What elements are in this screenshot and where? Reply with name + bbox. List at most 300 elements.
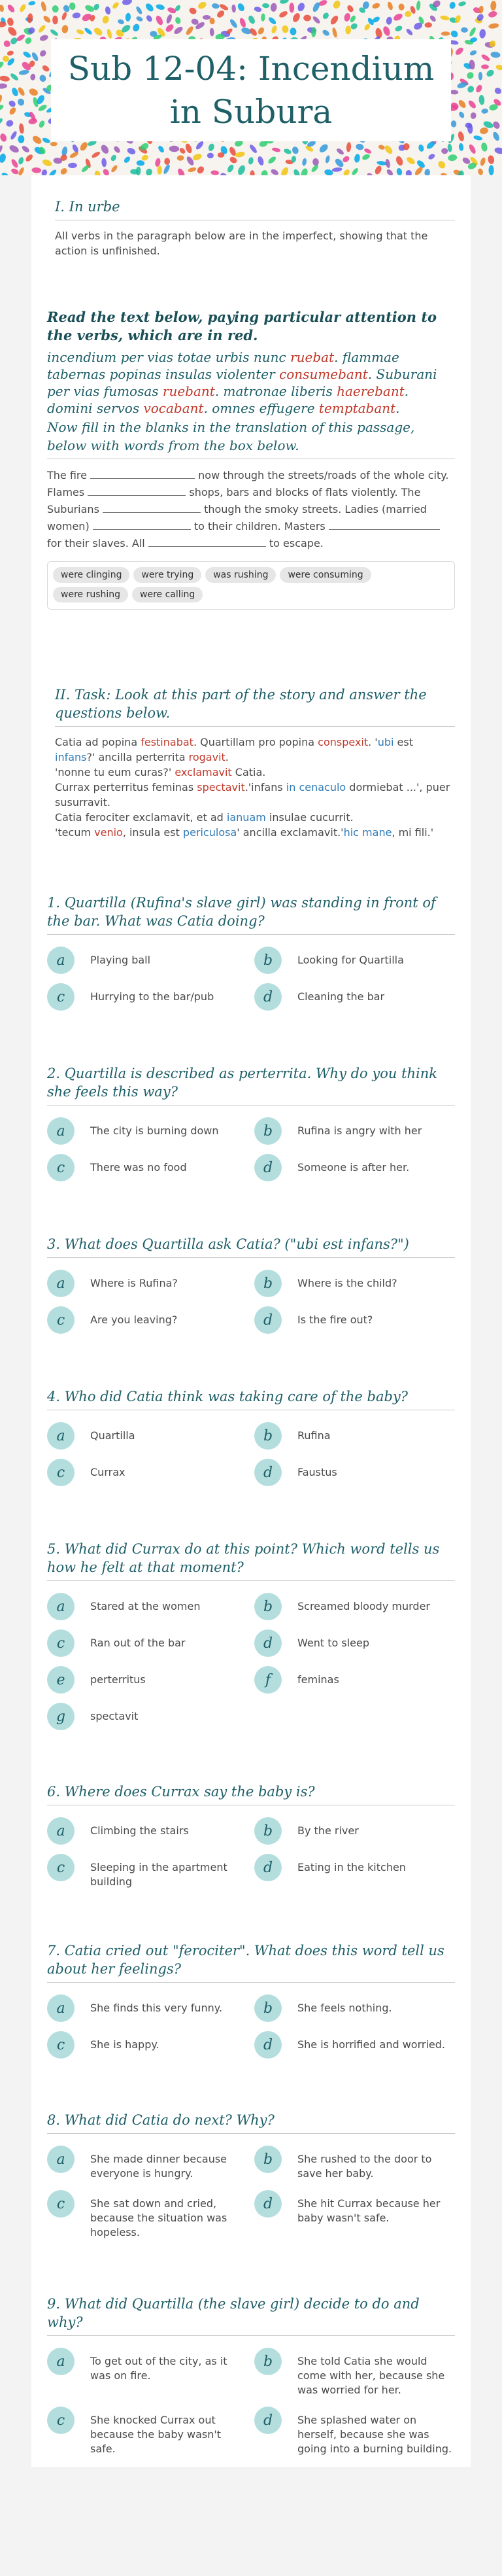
option-letter[interactable]: a bbox=[47, 947, 75, 974]
confetti-dot bbox=[157, 165, 162, 174]
confetti-dot bbox=[437, 160, 446, 170]
confetti-dot bbox=[10, 158, 19, 169]
translation-text: shops, bars and blocks of flats violently. The Suburians bbox=[47, 486, 421, 515]
confetti-dot bbox=[363, 23, 371, 31]
reading-instruction: Read the text below, paying particular attention to the verbs, which are in red. bbox=[47, 309, 437, 343]
story-text: dormiebat ...', puer susurravit. bbox=[55, 781, 450, 809]
confetti-dot bbox=[473, 135, 483, 141]
blank-field[interactable] bbox=[329, 520, 440, 530]
answer-option-b[interactable] bbox=[254, 2348, 455, 2397]
section-1 bbox=[31, 175, 471, 2467]
confetti-dot bbox=[48, 169, 57, 175]
confetti-dot bbox=[329, 14, 340, 26]
confetti-dot bbox=[439, 171, 449, 175]
confetti-dot bbox=[188, 167, 197, 173]
confetti-dot bbox=[68, 163, 77, 168]
confetti-dot bbox=[169, 145, 180, 152]
blank-field[interactable] bbox=[93, 520, 191, 530]
confetti-dot bbox=[331, 167, 342, 172]
question-block bbox=[47, 1387, 455, 1486]
confetti-dot bbox=[173, 26, 184, 36]
option-letter[interactable]: c bbox=[47, 1459, 75, 1486]
confetti-dot bbox=[16, 97, 25, 107]
confetti-dot bbox=[135, 6, 143, 16]
confetti-dot bbox=[69, 2, 76, 10]
confetti-dot bbox=[50, 142, 58, 147]
confetti-dot bbox=[165, 14, 173, 24]
option-text: She sat down and cried, because the situation was hopeless. bbox=[90, 2197, 227, 2238]
option-text: She finds this very funny. bbox=[90, 2002, 223, 2014]
confetti-dot bbox=[448, 154, 458, 162]
confetti-dot bbox=[18, 156, 24, 165]
confetti-dot bbox=[257, 156, 265, 166]
highlight-red: venio bbox=[94, 826, 123, 839]
confetti-dot bbox=[283, 148, 292, 155]
confetti-dot bbox=[27, 13, 33, 24]
story-text: 'nonne tu eum curas?' bbox=[55, 766, 175, 778]
page-title: Sub 12-04: Incendium in Subura bbox=[67, 50, 435, 131]
confetti-dot bbox=[111, 1, 120, 10]
confetti-dot bbox=[210, 170, 219, 175]
option-letter[interactable]: a bbox=[47, 1422, 75, 1450]
latin-text: . domini servos bbox=[47, 383, 409, 416]
confetti-dot bbox=[207, 143, 215, 152]
answer-option-c[interactable] bbox=[47, 1459, 248, 1486]
question-block bbox=[47, 1783, 455, 1889]
question-block bbox=[47, 1064, 455, 1181]
option-text: spectavit bbox=[90, 1710, 139, 1722]
answer-option-c[interactable] bbox=[47, 1306, 248, 1334]
option-letter[interactable]: b bbox=[254, 1117, 282, 1145]
confetti-dot bbox=[8, 99, 17, 108]
confetti-dot bbox=[247, 14, 256, 25]
confetti-dot bbox=[466, 84, 475, 94]
highlight-blue: periculosa bbox=[182, 826, 237, 839]
option-letter[interactable]: d bbox=[254, 1854, 282, 1881]
confetti-dot bbox=[345, 26, 351, 34]
confetti-dot bbox=[94, 170, 101, 175]
confetti-dot bbox=[110, 164, 119, 173]
confetti-dot bbox=[231, 5, 236, 13]
option-letter[interactable]: b bbox=[254, 1270, 282, 1297]
confetti-dot bbox=[481, 64, 489, 69]
option-text: Is the fire out? bbox=[297, 1314, 373, 1326]
confetti-dot bbox=[271, 147, 280, 153]
confetti-dot bbox=[102, 168, 110, 175]
question-block bbox=[47, 1540, 455, 1730]
confetti-dot bbox=[144, 2, 155, 12]
option-letter[interactable]: b bbox=[254, 2348, 282, 2375]
confetti-dot bbox=[110, 154, 117, 162]
blank-field[interactable] bbox=[90, 469, 195, 479]
verb-red: vocabant bbox=[143, 400, 204, 416]
latin-text: . matronae liberis bbox=[214, 383, 337, 399]
story-text: Catia. bbox=[231, 766, 266, 778]
confetti-dot bbox=[427, 153, 436, 161]
answer-option-a[interactable] bbox=[47, 1117, 248, 1145]
translation-text: though the smoky streets. Ladies (married women) bbox=[47, 503, 427, 532]
answer-option-c[interactable] bbox=[47, 983, 248, 1011]
option-letter[interactable]: e bbox=[47, 1666, 75, 1694]
divider bbox=[47, 1580, 455, 1581]
answer-option-d[interactable] bbox=[254, 1306, 455, 1334]
answer-option-c[interactable] bbox=[47, 2031, 248, 2059]
confetti-dot bbox=[21, 145, 31, 154]
confetti-dot bbox=[235, 151, 246, 158]
confetti-dot bbox=[76, 29, 84, 35]
confetti-dot bbox=[416, 1, 421, 11]
question-text: 9. What did Quartilla (the slave girl) decide to do and why? bbox=[47, 2296, 420, 2330]
confetti-dot bbox=[270, 168, 279, 175]
confetti-dot bbox=[7, 50, 14, 56]
option-letter[interactable]: a bbox=[47, 1817, 75, 1845]
confetti-dot bbox=[132, 23, 141, 33]
option-letter[interactable]: a bbox=[47, 1593, 75, 1620]
question-text: 6. Where does Currax say the baby is? bbox=[47, 1784, 315, 1800]
option-letter[interactable]: b bbox=[254, 1994, 282, 2022]
option-letter[interactable]: a bbox=[47, 1117, 75, 1145]
confetti-dot bbox=[0, 94, 3, 104]
answer-option-b[interactable] bbox=[254, 1817, 455, 1845]
answer-options bbox=[47, 1593, 455, 1730]
confetti-dot bbox=[122, 0, 133, 6]
answer-option-c[interactable] bbox=[47, 1629, 248, 1657]
confetti-dot bbox=[290, 27, 297, 35]
confetti-dot bbox=[429, 14, 437, 23]
option-letter[interactable]: c bbox=[47, 2031, 75, 2059]
confetti-dot bbox=[126, 147, 137, 156]
confetti-dot bbox=[31, 134, 43, 145]
confetti-dot bbox=[331, 27, 338, 38]
confetti-dot bbox=[405, 28, 414, 37]
answer-option-a[interactable] bbox=[47, 2348, 248, 2397]
question-block bbox=[47, 2111, 455, 2240]
confetti-dot bbox=[176, 167, 186, 175]
confetti-dot bbox=[461, 27, 468, 33]
confetti-dot bbox=[239, 17, 247, 28]
confetti-dot bbox=[39, 34, 49, 42]
confetti-dot bbox=[351, 167, 360, 175]
confetti-dot bbox=[30, 73, 36, 80]
word-chip[interactable]: were clinging bbox=[53, 567, 129, 583]
confetti-dot bbox=[106, 29, 112, 39]
page-body bbox=[0, 175, 502, 2576]
confetti-dot bbox=[405, 156, 416, 165]
confetti-dot bbox=[184, 143, 193, 154]
answer-option-b[interactable] bbox=[254, 1422, 455, 1450]
word-chip[interactable]: were calling bbox=[132, 587, 203, 602]
latin-text: incendium per vias totae urbis nunc bbox=[47, 349, 291, 365]
answer-option-d[interactable] bbox=[254, 2031, 455, 2059]
confetti-dot bbox=[31, 167, 41, 173]
confetti-dot bbox=[84, 27, 93, 35]
confetti-dot bbox=[346, 142, 351, 152]
answer-option-c[interactable] bbox=[47, 1854, 248, 1889]
confetti-dot bbox=[42, 137, 51, 144]
option-text: She told Catia she would come with her, because she was worried for her. bbox=[297, 2355, 445, 2396]
answer-option-a[interactable] bbox=[47, 1593, 248, 1620]
confetti-dot bbox=[28, 1, 36, 6]
confetti-dot bbox=[5, 119, 14, 128]
confetti-dot bbox=[371, 2, 380, 9]
option-letter[interactable]: b bbox=[254, 1817, 282, 1845]
confetti-dot bbox=[342, 155, 351, 164]
answer-option-d[interactable] bbox=[254, 983, 455, 1011]
option-letter[interactable]: c bbox=[47, 1629, 75, 1657]
latin-text: . Suburani per vias fumosas bbox=[47, 366, 437, 399]
story-text: . ' bbox=[368, 736, 378, 748]
highlight-blue: ianuam bbox=[226, 811, 266, 824]
confetti-dot bbox=[207, 152, 214, 158]
option-letter[interactable]: b bbox=[254, 1422, 282, 1450]
confetti-dot bbox=[178, 147, 186, 154]
highlight-red: rogavit bbox=[188, 751, 226, 763]
option-letter[interactable]: d bbox=[254, 2407, 282, 2434]
confetti-dot bbox=[1, 171, 10, 175]
question-text: 2. Quartilla is described as perterrita. Why do you think she feels this way? bbox=[47, 1066, 438, 1100]
option-letter[interactable]: a bbox=[47, 1994, 75, 2022]
confetti-dot bbox=[303, 14, 311, 21]
confetti-dot bbox=[346, 4, 354, 13]
question-list bbox=[47, 894, 455, 2456]
answer-option-b[interactable] bbox=[254, 1270, 455, 1297]
answer-option-d[interactable] bbox=[254, 1154, 455, 1181]
confetti-dot bbox=[136, 160, 144, 166]
answer-option-a[interactable] bbox=[47, 947, 248, 974]
option-letter[interactable]: d bbox=[254, 1154, 282, 1181]
question-block bbox=[47, 2295, 455, 2456]
latin-passage bbox=[47, 349, 455, 417]
word-chip[interactable]: was rushing bbox=[205, 567, 276, 583]
confetti-dot bbox=[136, 167, 141, 175]
confetti-dot bbox=[52, 5, 59, 13]
confetti-dot bbox=[31, 52, 39, 62]
confetti-dot bbox=[260, 169, 268, 175]
confetti-dot bbox=[300, 167, 309, 175]
confetti-dot bbox=[141, 154, 149, 162]
confetti-dot bbox=[0, 83, 7, 89]
verb-red: haerebant bbox=[337, 383, 405, 399]
answer-option-e[interactable] bbox=[47, 1666, 248, 1694]
answer-option-c[interactable] bbox=[47, 1154, 248, 1181]
story-line bbox=[55, 780, 455, 810]
story-text: est bbox=[393, 736, 413, 748]
confetti-dot bbox=[218, 3, 229, 12]
confetti-dot bbox=[386, 16, 393, 25]
option-letter[interactable]: a bbox=[47, 1270, 75, 1297]
confetti-dot bbox=[354, 154, 360, 163]
confetti-dot bbox=[237, 2, 246, 12]
option-text: Hurrying to the bar/pub bbox=[90, 990, 214, 1003]
option-text: Currax bbox=[90, 1466, 126, 1478]
confetti-dot bbox=[366, 172, 375, 175]
confetti-dot bbox=[281, 25, 289, 33]
title-banner bbox=[0, 0, 502, 175]
answer-option-d[interactable] bbox=[254, 2190, 455, 2240]
confetti-dot bbox=[458, 143, 463, 152]
confetti-dot bbox=[478, 72, 482, 80]
confetti-dot bbox=[332, 0, 342, 10]
option-text: To get out of the city, as it was on fire. bbox=[90, 2355, 227, 2382]
option-letter[interactable]: a bbox=[47, 2348, 75, 2375]
blank-field[interactable] bbox=[88, 486, 186, 496]
confetti-dot bbox=[72, 12, 81, 19]
confetti-dot bbox=[424, 22, 432, 28]
answer-option-g[interactable] bbox=[47, 1703, 248, 1730]
question-text: 7. Catia cried out "ferociter". What does this word tell us about her feelings? bbox=[47, 1943, 444, 1977]
word-chip[interactable]: were trying bbox=[133, 567, 201, 583]
confetti-dot bbox=[469, 27, 477, 37]
confetti-dot bbox=[0, 133, 8, 143]
confetti-dot bbox=[479, 127, 488, 135]
confetti-dot bbox=[93, 26, 104, 37]
confetti-dot bbox=[318, 0, 328, 7]
confetti-dot bbox=[458, 99, 467, 109]
confetti-dot bbox=[418, 144, 424, 152]
option-text: Where is Rufina? bbox=[90, 1277, 178, 1289]
blank-field[interactable] bbox=[148, 537, 266, 547]
confetti-dot bbox=[7, 26, 18, 37]
confetti-dot bbox=[24, 36, 33, 45]
answer-option-a[interactable] bbox=[47, 1270, 248, 1297]
answer-option-b[interactable] bbox=[254, 2146, 455, 2181]
confetti-dot bbox=[41, 1, 48, 12]
confetti-dot bbox=[229, 18, 239, 29]
answer-option-d[interactable] bbox=[254, 2407, 455, 2456]
option-letter[interactable]: g bbox=[47, 1703, 75, 1730]
story-text: insulae cucurrit. bbox=[265, 811, 354, 824]
confetti-dot bbox=[42, 14, 52, 24]
option-letter[interactable]: c bbox=[47, 1854, 75, 1881]
confetti-dot bbox=[488, 23, 499, 29]
confetti-dot bbox=[28, 87, 39, 97]
confetti-dot bbox=[61, 12, 67, 21]
option-letter[interactable]: c bbox=[47, 2190, 75, 2218]
answer-option-a[interactable] bbox=[47, 1422, 248, 1450]
confetti-dot bbox=[226, 164, 235, 173]
confetti-dot bbox=[479, 157, 486, 167]
option-letter[interactable]: f bbox=[254, 1666, 282, 1694]
confetti-dot bbox=[356, 143, 365, 150]
answer-option-b[interactable] bbox=[254, 1593, 455, 1620]
question-text: 1. Quartilla (Rufina's slave girl) was standing in front of the bar. What was Catia doing? bbox=[47, 895, 436, 929]
confetti-dot bbox=[292, 12, 301, 23]
answer-option-d[interactable] bbox=[254, 1854, 455, 1889]
confetti-dot bbox=[405, 170, 412, 175]
confetti-dot bbox=[394, 25, 403, 32]
answer-option-c[interactable] bbox=[47, 2407, 248, 2456]
confetti-dot bbox=[248, 143, 258, 154]
confetti-dot bbox=[52, 16, 58, 25]
option-letter[interactable]: d bbox=[254, 1306, 282, 1334]
word-chip[interactable]: were rushing bbox=[53, 587, 128, 602]
verb-red: consumebant bbox=[279, 366, 368, 382]
story-line bbox=[55, 825, 455, 840]
answer-option-f[interactable] bbox=[254, 1666, 455, 1694]
answer-option-a[interactable] bbox=[47, 1817, 248, 1845]
answer-option-c[interactable] bbox=[47, 2190, 248, 2240]
confetti-dot bbox=[123, 156, 131, 164]
story-line bbox=[55, 765, 455, 780]
blank-field[interactable] bbox=[103, 503, 201, 513]
confetti-dot bbox=[18, 123, 24, 134]
option-text: Where is the child? bbox=[297, 1277, 397, 1289]
option-letter[interactable]: b bbox=[254, 2146, 282, 2173]
answer-option-b[interactable] bbox=[254, 1117, 455, 1145]
confetti-dot bbox=[378, 144, 386, 150]
option-letter[interactable]: b bbox=[254, 1593, 282, 1620]
option-text: Rufina is angry with her bbox=[297, 1124, 422, 1137]
confetti-dot bbox=[488, 155, 495, 165]
answer-option-a[interactable] bbox=[47, 2146, 248, 2181]
option-letter[interactable]: a bbox=[47, 2146, 75, 2173]
confetti-dot bbox=[99, 143, 110, 155]
option-letter[interactable]: b bbox=[254, 947, 282, 974]
word-chip[interactable]: were consuming bbox=[280, 567, 371, 583]
confetti-dot bbox=[398, 3, 405, 11]
confetti-dot bbox=[167, 7, 176, 14]
confetti-dot bbox=[440, 15, 450, 21]
option-text: Someone is after her. bbox=[297, 1161, 410, 1174]
latin-text: . omnes effugere bbox=[203, 400, 319, 416]
confetti-dot bbox=[492, 131, 500, 141]
option-letter[interactable]: c bbox=[47, 1306, 75, 1334]
confetti-dot bbox=[318, 143, 329, 154]
confetti-dot bbox=[25, 153, 34, 162]
option-letter[interactable]: d bbox=[254, 2190, 282, 2218]
option-letter[interactable]: c bbox=[47, 1154, 75, 1181]
confetti-dot bbox=[470, 112, 477, 119]
confetti-dot bbox=[363, 148, 372, 155]
confetti-dot bbox=[278, 10, 289, 18]
confetti-dot bbox=[335, 147, 344, 156]
confetti-dot bbox=[451, 120, 457, 128]
option-letter[interactable]: d bbox=[254, 983, 282, 1011]
option-letter[interactable]: c bbox=[47, 2407, 75, 2434]
answer-option-b[interactable] bbox=[254, 1994, 455, 2022]
answer-options bbox=[47, 2146, 455, 2240]
story-text: ?' ancilla perterrita bbox=[86, 751, 189, 763]
answer-options bbox=[47, 1270, 455, 1334]
confetti-dot bbox=[254, 6, 262, 12]
option-letter[interactable]: c bbox=[47, 983, 75, 1011]
answer-option-b[interactable] bbox=[254, 947, 455, 974]
confetti-dot bbox=[481, 109, 488, 114]
confetti-dot bbox=[271, 25, 278, 34]
option-letter[interactable]: d bbox=[254, 2031, 282, 2059]
translation-text: for their slaves. All bbox=[47, 537, 148, 549]
answer-option-d[interactable] bbox=[254, 1459, 455, 1486]
answer-option-d[interactable] bbox=[254, 1629, 455, 1657]
confetti-dot bbox=[248, 157, 254, 165]
answer-option-a[interactable] bbox=[47, 1994, 248, 2022]
option-letter[interactable]: d bbox=[254, 1629, 282, 1657]
latin-text: . flammae tabernas popinas insulas violenter bbox=[47, 349, 399, 382]
answer-options bbox=[47, 2348, 455, 2456]
confetti-dot bbox=[42, 158, 53, 167]
confetti-dot bbox=[467, 99, 477, 110]
option-text: feminas bbox=[297, 1673, 339, 1686]
story-text: , insula est bbox=[122, 826, 183, 839]
option-text: Stared at the women bbox=[90, 1600, 201, 1612]
fill-instruction: Now fill in the blanks in the translation of this passage, below with words from the box below. bbox=[47, 419, 415, 453]
option-text: Ran out of the bar bbox=[90, 1637, 186, 1649]
confetti-dot bbox=[0, 145, 4, 155]
option-letter[interactable]: d bbox=[254, 1459, 282, 1486]
confetti-dot bbox=[490, 51, 501, 58]
translation-text: to escape. bbox=[265, 537, 324, 549]
option-text: She made dinner because everyone is hungry. bbox=[90, 2153, 227, 2180]
